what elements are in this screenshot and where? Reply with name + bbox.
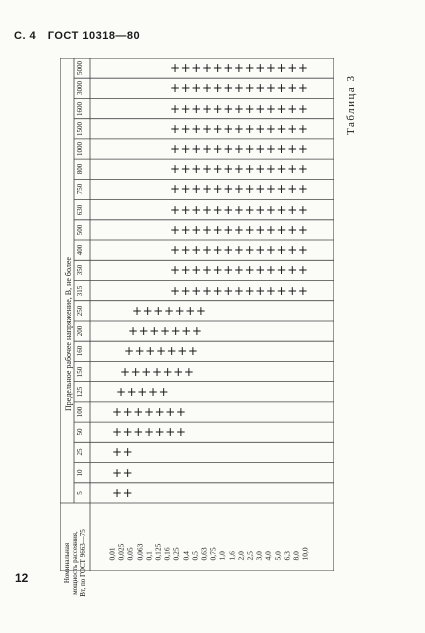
voltage-label: 150 [76, 366, 84, 377]
compatibility-marks: +++++++++++++ [170, 182, 309, 197]
compatibility-marks: +++++++ [112, 425, 187, 440]
voltage-label: 1500 [76, 121, 84, 136]
compatibility-marks: +++++++++++++ [170, 142, 309, 157]
voltage-label: 800 [76, 164, 84, 175]
page-label: С. 4 [14, 30, 37, 42]
standard-label: ГОСТ 10318—80 [47, 30, 141, 42]
compatibility-marks: +++++++++++++ [170, 283, 309, 298]
voltage-label: 1000 [76, 142, 84, 157]
power-value: 0,5 [190, 551, 200, 561]
voltage-label: 125 [76, 386, 84, 397]
voltage-label: 160 [76, 346, 84, 357]
compatibility-marks: +++++++ [128, 324, 203, 339]
power-value: 4,0 [263, 551, 273, 561]
voltage-header: Предельное рабочее напряжение, В, не более [64, 257, 73, 411]
compatibility-marks: +++++ [116, 384, 170, 399]
power-value: 0,25 [171, 547, 181, 561]
power-value: 6,3 [282, 551, 292, 561]
compatibility-marks: +++++++++++++ [170, 222, 309, 237]
power-value: 0,025 [116, 543, 126, 561]
voltage-label: 3000 [76, 81, 84, 96]
compatibility-marks: +++++++++++++ [170, 81, 309, 96]
compatibility-marks: ++ [112, 485, 134, 500]
power-header: Номинальная мощность рассеяния, Вт, по ГОСТ 9663—75 [63, 529, 87, 597]
voltage-label: 100 [76, 406, 84, 418]
voltage-label: 750 [76, 184, 84, 195]
voltage-label: 250 [76, 305, 84, 317]
power-value: 5,0 [273, 551, 283, 561]
voltage-label: 500 [76, 224, 84, 236]
voltage-label: 50 [76, 428, 84, 436]
voltage-label: 5 [76, 491, 84, 495]
power-value: 1,0 [217, 551, 227, 561]
page-header [14, 30, 148, 42]
compatibility-marks: ++ [112, 445, 134, 460]
power-value: 2,0 [236, 551, 246, 561]
power-value: 8,0 [291, 551, 301, 561]
power-value: 0,05 [125, 547, 135, 561]
power-value: 0,125 [153, 543, 163, 561]
compatibility-marks: +++++++++++++ [170, 263, 309, 278]
power-value: 0,16 [162, 547, 172, 561]
compatibility-marks: +++++++ [120, 364, 195, 379]
compatibility-marks: +++++++++++++ [170, 243, 309, 258]
power-value: 0,63 [199, 547, 209, 561]
power-value: 0,063 [135, 543, 145, 561]
compatibility-marks: +++++++++++++ [170, 101, 309, 116]
table-title: Таблица 3 [345, 74, 357, 135]
compatibility-marks: +++++++ [124, 344, 199, 359]
power-value: 0,4 [181, 551, 191, 561]
voltage-label: 5000 [76, 61, 84, 76]
compatibility-marks: +++++++ [132, 303, 207, 318]
compatibility-marks: +++++++ [112, 404, 187, 419]
voltage-label: 350 [76, 265, 84, 276]
power-value: 0,75 [208, 547, 218, 561]
page-number: 12 [15, 571, 29, 585]
compatibility-marks: +++++++++++++ [170, 202, 309, 217]
compatibility-marks: +++++++++++++ [170, 121, 309, 136]
power-value: 2,5 [245, 551, 255, 561]
compatibility-marks: ++ [112, 465, 134, 480]
power-value: 3,0 [254, 551, 264, 561]
compatibility-marks: +++++++++++++ [170, 61, 309, 76]
compatibility-marks: +++++++++++++ [170, 162, 309, 177]
data-table [60, 58, 334, 597]
voltage-label: 25 [76, 448, 84, 456]
voltage-label: 400 [76, 244, 84, 256]
voltage-label: 200 [76, 325, 84, 337]
voltage-label: 315 [76, 285, 84, 296]
power-value: 10,0 [300, 547, 310, 561]
power-value: 0,1 [144, 551, 154, 561]
voltage-label: 630 [76, 204, 84, 215]
power-value: 1,6 [227, 551, 237, 561]
voltage-label: 1600 [76, 101, 84, 116]
power-value: 0,01 [107, 547, 117, 561]
voltage-label: 10 [76, 469, 84, 477]
